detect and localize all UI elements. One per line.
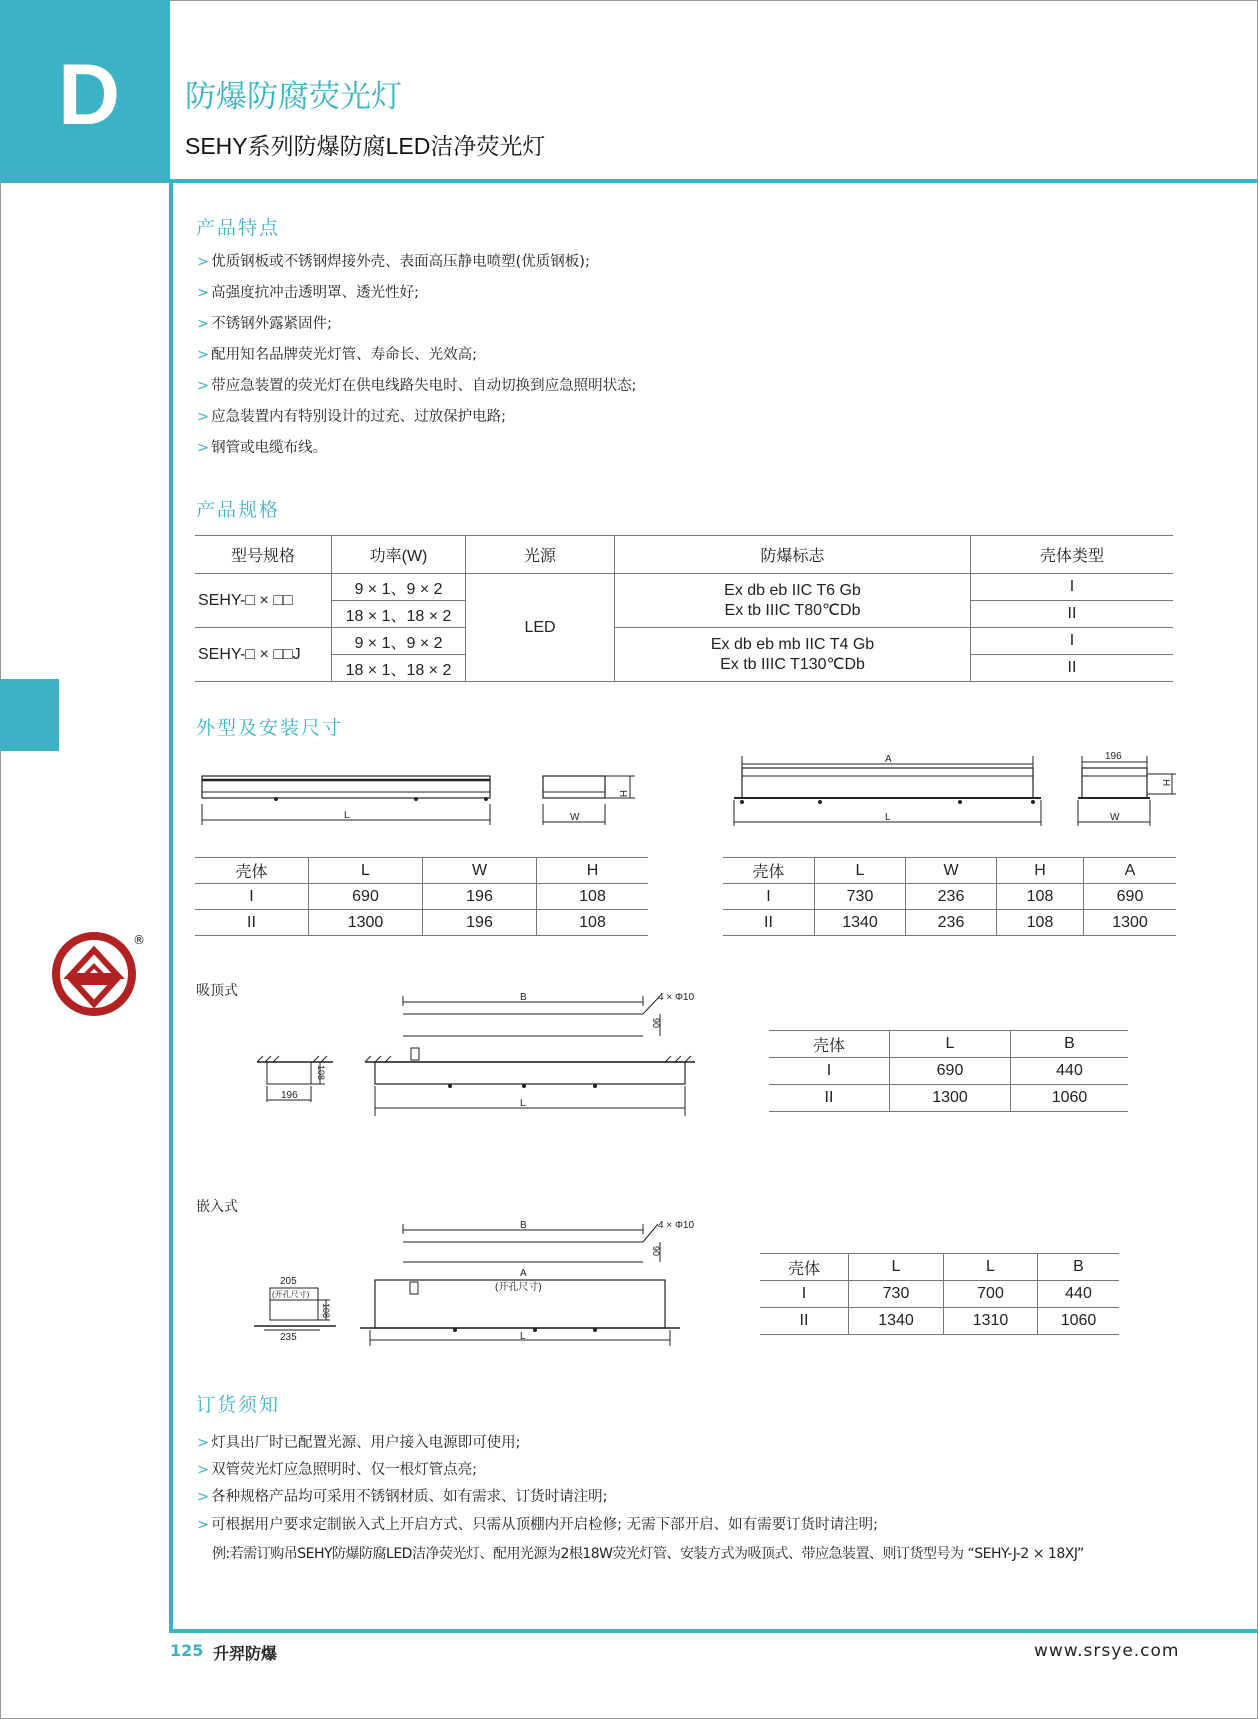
drawing-label: 108 xyxy=(316,1065,326,1081)
spec-power: 18 × 1、18 × 2 xyxy=(332,601,466,628)
brand-logo xyxy=(52,932,136,1016)
table-cell: 730 xyxy=(849,1281,944,1308)
table-cell: 690 xyxy=(1084,884,1177,910)
fixture-end-drawing xyxy=(540,770,640,830)
ceiling-side-drawing xyxy=(360,990,700,1120)
spec-header: 壳体类型 xyxy=(971,536,1174,574)
table-cell: 440 xyxy=(1011,1058,1129,1085)
recessed-table xyxy=(760,1253,1119,1335)
order-item: > 各种规格产品均可采用不锈钢材质、如有需求、订货时请注明; xyxy=(197,1489,608,1505)
table-header: 壳体 xyxy=(769,1031,890,1058)
feature-item: > 不锈钢外露紧固件; xyxy=(197,316,333,332)
spec-housing: II xyxy=(971,655,1174,682)
table-header: B xyxy=(1011,1031,1129,1058)
table-cell: 1300 xyxy=(309,910,423,936)
left-rule xyxy=(169,183,173,1633)
footer-brand: 升羿防爆 xyxy=(213,1644,278,1663)
drawing-label: 90 xyxy=(651,1018,661,1029)
table-cell: 1300 xyxy=(1084,910,1177,936)
registered-mark: ® xyxy=(133,933,145,947)
table-cell: 1310 xyxy=(944,1308,1038,1335)
drawing-label: B xyxy=(520,1220,527,1231)
feature-item: > 优质钢板或不锈钢焊接外壳、表面高压静电喷塑(优质钢板); xyxy=(197,254,590,270)
drawing-label: H xyxy=(617,790,628,798)
table-cell: I xyxy=(195,884,309,910)
features-heading: 产品特点 xyxy=(196,217,281,239)
drawing-label: L xyxy=(885,812,891,823)
page-title: 防爆防腐荧光灯 xyxy=(185,79,402,115)
feature-item: > 高强度抗冲击透明罩、透光性好; xyxy=(197,285,420,301)
table-header: W xyxy=(423,858,537,884)
spec-power: 18 × 1、18 × 2 xyxy=(332,655,466,682)
feature-item: > 应急装置内有特别设计的过充、过放保护电路; xyxy=(197,409,507,425)
spec-housing: I xyxy=(971,628,1174,655)
table-cell: 196 xyxy=(423,884,537,910)
table-cell: II xyxy=(723,910,815,936)
drawing-label: 196 xyxy=(1105,751,1122,762)
table-cell: 1060 xyxy=(1011,1085,1129,1112)
spec-header: 防爆标志 xyxy=(615,536,971,574)
drawing-label: (开孔尺寸) xyxy=(495,1282,542,1293)
dimension-table-2 xyxy=(723,857,1176,936)
drawing-label: H xyxy=(1160,779,1171,787)
table-cell: 108 xyxy=(537,884,649,910)
fixture-side-drawing-2 xyxy=(730,750,1050,830)
spec-housing: I xyxy=(971,574,1174,601)
drawing-label: A xyxy=(885,754,892,765)
table-cell: 196 xyxy=(423,910,537,936)
table-cell: 236 xyxy=(906,884,997,910)
drawing-label: B xyxy=(520,992,527,1003)
drawing-label: W xyxy=(570,812,580,823)
order-item: > 双管荧光灯应急照明时、仅一根灯管点亮; xyxy=(197,1462,478,1478)
ceiling-mount-label: 吸顶式 xyxy=(196,983,238,999)
drawing-label: L xyxy=(520,1331,526,1342)
table-cell: 730 xyxy=(815,884,906,910)
spec-heading: 产品规格 xyxy=(196,499,281,521)
order-heading: 订货须知 xyxy=(196,1394,281,1416)
table-header: H xyxy=(537,858,649,884)
drawing-label: L xyxy=(344,810,350,821)
spec-mark: Ex db eb mb IIC T4 Gb Ex tb IIIC T130℃Db xyxy=(615,628,971,682)
table-header: 壳体 xyxy=(195,858,309,884)
table-header: W xyxy=(906,858,997,884)
table-cell: 1340 xyxy=(849,1308,944,1335)
table-cell: 700 xyxy=(944,1281,1038,1308)
drawing-label: 4 × Φ10 xyxy=(658,1220,695,1231)
drawing-label: W xyxy=(1110,812,1120,823)
order-item: > 可根据用户要求定制嵌入式上开启方式、只需从顶棚内开启检修; 无需下部开启、如有需要订货时请注明; xyxy=(197,1517,879,1533)
table-cell: II xyxy=(195,910,309,936)
feature-item: > 带应急装置的荧光灯在供电线路失电时、自动切换到应急照明状态; xyxy=(197,378,637,394)
page-subtitle: SEHY系列防爆防腐LED洁净荧光灯 xyxy=(185,133,546,159)
drawing-label: 108 xyxy=(321,1303,331,1319)
table-cell: 1300 xyxy=(890,1085,1011,1112)
table-cell: 236 xyxy=(906,910,997,936)
table-cell: 440 xyxy=(1038,1281,1120,1308)
fixture-side-drawing xyxy=(196,770,496,830)
drawing-label: 205 xyxy=(280,1276,297,1287)
table-header: A xyxy=(1084,858,1177,884)
drawing-label: L xyxy=(520,1098,526,1109)
recessed-side-drawing xyxy=(355,1218,695,1348)
drawing-label: (开孔尺寸) xyxy=(272,1290,310,1299)
table-header: 壳体 xyxy=(723,858,815,884)
table-cell: 690 xyxy=(309,884,423,910)
table-cell: I xyxy=(769,1058,890,1085)
drawing-label: A xyxy=(520,1268,527,1279)
table-cell: I xyxy=(760,1281,849,1308)
spec-mark: Ex db eb IIC T6 Gb Ex tb IIIC T80℃Db xyxy=(615,574,971,628)
spec-header: 型号规格 xyxy=(195,536,332,574)
drawing-label: 4 × Φ10 xyxy=(658,992,695,1003)
table-header: L xyxy=(890,1031,1011,1058)
table-header: L xyxy=(849,1254,944,1281)
page-number: 125 xyxy=(170,1641,204,1660)
feature-item: > 配用知名品牌荧光灯管、寿命长、光效高; xyxy=(197,347,478,363)
table-cell: 690 xyxy=(890,1058,1011,1085)
dimension-table-1 xyxy=(195,857,648,936)
table-header: B xyxy=(1038,1254,1120,1281)
table-cell: II xyxy=(760,1308,849,1335)
table-cell: II xyxy=(769,1085,890,1112)
table-header: H xyxy=(997,858,1084,884)
order-item: > 灯具出厂时已配置光源、用户接入电源即可使用; xyxy=(197,1435,521,1451)
spec-header: 功率(W) xyxy=(332,536,466,574)
table-header: L xyxy=(944,1254,1038,1281)
drawing-label: 196 xyxy=(281,1090,298,1101)
footer-url[interactable]: www.srsye.com xyxy=(1034,1641,1180,1661)
table-cell: 108 xyxy=(997,884,1084,910)
table-cell: 1060 xyxy=(1038,1308,1120,1335)
ceiling-table xyxy=(769,1030,1128,1112)
drawing-label: 235 xyxy=(280,1332,297,1343)
recessed-mount-label: 嵌入式 xyxy=(196,1199,238,1215)
table-cell: I xyxy=(723,884,815,910)
table-header: L xyxy=(309,858,423,884)
table-cell: 108 xyxy=(997,910,1084,936)
order-example: 例:若需订购吊SEHY防爆防腐LED洁净荧光灯、配用光源为2根18W荧光灯管、安装方式为吸顶式、带应急装置、则订货型号为 “SEHY-J-2 × 18XJ” xyxy=(212,1546,1084,1562)
header-rule xyxy=(170,179,1258,183)
spec-table xyxy=(195,535,1173,682)
fixture-end-drawing-2 xyxy=(1075,750,1180,830)
table-header: 壳体 xyxy=(760,1254,849,1281)
section-letter: D xyxy=(58,47,121,143)
feature-item: > 钢管或电缆布线。 xyxy=(197,440,328,456)
spec-model: SEHY-□ × □□J xyxy=(195,628,332,682)
table-cell: 1340 xyxy=(815,910,906,936)
spec-power: 9 × 1、9 × 2 xyxy=(332,574,466,601)
spec-power: 9 × 1、9 × 2 xyxy=(332,628,466,655)
recessed-end-drawing xyxy=(250,1272,340,1344)
footer-rule xyxy=(169,1629,1258,1633)
ceiling-end-drawing xyxy=(255,1050,335,1106)
spec-source: LED xyxy=(466,574,615,682)
spec-model: SEHY-□ × □□ xyxy=(195,574,332,628)
table-cell: 108 xyxy=(537,910,649,936)
spec-housing: II xyxy=(971,601,1174,628)
spec-header: 光源 xyxy=(466,536,615,574)
table-header: L xyxy=(815,858,906,884)
side-tab xyxy=(0,679,59,751)
dimensions-heading: 外型及安装尺寸 xyxy=(196,717,344,739)
drawing-label: 90 xyxy=(651,1246,661,1257)
